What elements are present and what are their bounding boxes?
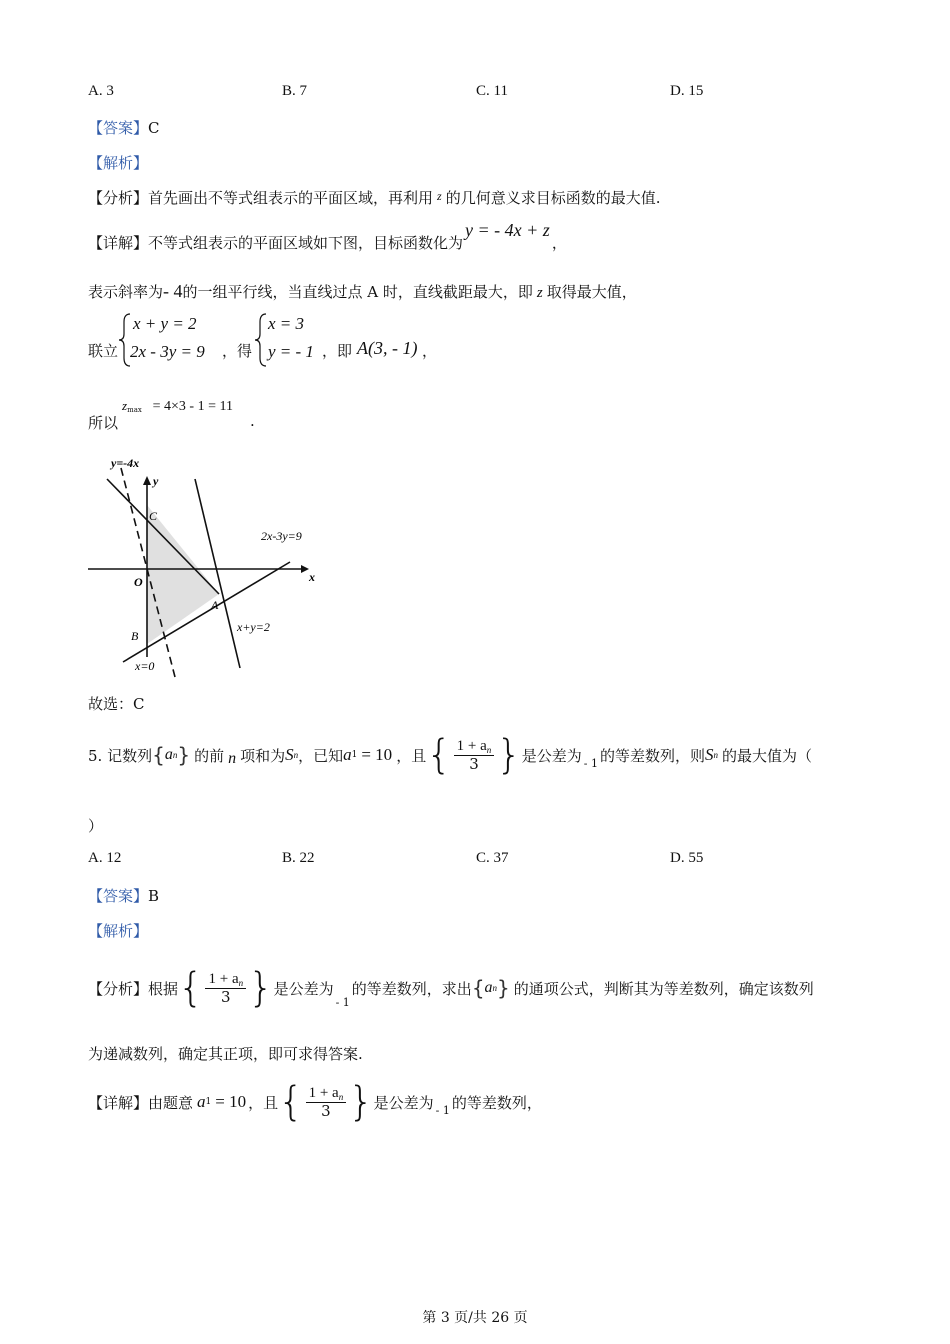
q5-fenxi-diff: - 1 [335, 995, 350, 1009]
q5-frac-num: 1 + a [456, 737, 487, 754]
q5-xj-diff: - 1 [435, 1103, 450, 1117]
q5-xj-a-val: = 10 [215, 1092, 247, 1111]
zmax-sub: max [127, 406, 142, 414]
q5-a1-val: = 10 [361, 745, 393, 764]
label-2x-3y-9: 2x-3y=9 [261, 529, 302, 543]
option-a: A. 3 [88, 83, 114, 99]
q5-option-c: C. 37 [476, 850, 509, 866]
q5-text-2: 的前 [194, 746, 225, 765]
q5-sn-sub: n [713, 750, 718, 760]
option-c: C. 11 [476, 83, 508, 99]
q5-xiangjie-line [88, 1075, 542, 1129]
label-a: A [211, 598, 219, 612]
q5-diff: - 1 [583, 756, 598, 770]
sys1-eq2: 2x - 3y = 9 [130, 342, 205, 361]
brace-open-icon: { [178, 965, 204, 1011]
region-figure [85, 452, 325, 680]
slope-text-2: 的一组平行线，当直线过点 A 时，直线截距最大，即 [182, 283, 533, 301]
q5-xj-frac-sub: n [338, 1091, 344, 1102]
xiangjie-text: 不等式组表示的平面区域如下图，目标函数化为 [148, 234, 464, 252]
q5-xj-text-4: 的等差数列， [451, 1093, 542, 1112]
q5-sn: S [704, 745, 714, 764]
q5-xiangjie-text: 由题意 [148, 1093, 194, 1112]
xiangjie-line [88, 220, 567, 253]
analysis-tag: 【解析】 [88, 154, 149, 172]
label-y-neg4x: y=-4x [111, 456, 140, 470]
q5-option-d: D. 55 [670, 850, 704, 866]
zmax-z: z [122, 398, 128, 413]
q5-option-a: A. 12 [88, 850, 122, 866]
q5-xj-a: a [197, 1092, 206, 1111]
brace-close-icon: } [348, 1079, 374, 1125]
q5-fenxi-frac-den: 3 [221, 988, 231, 1007]
q5-xj-a-sub: 1 [205, 1097, 212, 1107]
q5-text-7: 的等差数列，则 [599, 746, 705, 765]
brace-open-icon: { [278, 1079, 304, 1125]
q5-text-3: 项和为 [240, 746, 286, 765]
zmax-expr: = 4×3 - 1 = 11 [152, 399, 233, 414]
q5-xj-frac-num: 1 + a [308, 1084, 339, 1101]
label-x-0: x=0 [135, 659, 155, 673]
page-footer: 第 3 页/共 26 页 [422, 1310, 528, 1326]
fenxi-z: z [437, 189, 442, 203]
q5-s-sub: n [293, 750, 299, 760]
label-b: B [131, 629, 139, 643]
q5-xiangjie-tag: 【详解】 [88, 1093, 149, 1112]
sys1-eq1: x + y = 2 [133, 314, 197, 333]
sys2-eq2: y = - 1 [268, 342, 314, 361]
x-axis-arrow [301, 565, 309, 573]
q5-fenxi-line [88, 960, 814, 1016]
q5-answer-value: B [148, 887, 160, 905]
q5-text-8: 的最大值为（ [721, 746, 812, 765]
brace-close-icon: } [497, 976, 510, 1000]
q5-a1-sub: 1 [351, 750, 358, 760]
zmax [122, 396, 233, 415]
q5-frac-den: 3 [469, 755, 479, 774]
q5-fenxi-frac-sub: n [238, 977, 244, 988]
answer-tag: 【答案】 [88, 119, 149, 137]
option-b: B. 7 [282, 83, 308, 99]
q5-fenxi-text-4: 的通项公式，判断其为等差数列，确定该数列 [513, 979, 814, 998]
period: . [250, 412, 255, 430]
q5-fenxi-tag: 【分析】 [88, 979, 149, 998]
comma: ， [422, 342, 438, 360]
objective-formula: y = - 4x + z [465, 220, 550, 240]
label-c: C [149, 509, 158, 523]
fenxi-tag: 【分析】 [88, 189, 149, 207]
q5-stem [88, 730, 812, 780]
guxuan: 故选：C [88, 695, 145, 713]
suoyi-label: 所以 [88, 414, 119, 432]
brace-close-icon: } [248, 965, 274, 1011]
q5-fenxi-line-2: 为递减数列，确定其正项，即可求得答案. [88, 1045, 363, 1063]
q5-xj-fraction [306, 1084, 347, 1121]
slope-value: - 4 [163, 281, 183, 301]
point-a: A(3, - 1) [357, 338, 418, 358]
q5-option-b: B. 22 [282, 850, 315, 866]
q5-n: n [228, 750, 237, 767]
q5-text-4: ，已知 [298, 746, 344, 765]
q5-text-1: 5. 记数列 [88, 746, 153, 765]
q5-close-paren: ） [88, 817, 104, 835]
brace-close-icon: } [496, 732, 522, 778]
feasible-region [147, 505, 219, 644]
q5-fenxi-text: 根据 [148, 979, 179, 998]
label-x-plus-y-2: x+y=2 [237, 620, 270, 634]
q5-a1: a [343, 745, 352, 764]
fenxi-text: 首先画出不等式组表示的平面区域，再利用 [148, 189, 434, 207]
q5-fraction [454, 737, 495, 774]
q5-xj-text-2: ，且 [248, 1093, 279, 1112]
q5-fenxi-text-3: 的等差数列，求出 [351, 979, 472, 998]
q5-text-6: 是公差为 [521, 746, 582, 765]
q5-xj-frac-den: 3 [321, 1102, 331, 1121]
label-x: x [309, 570, 315, 584]
sys2-eq1: x = 3 [268, 314, 305, 333]
q5-fenxi-text-2: 是公差为 [273, 979, 334, 998]
answer-value: C [148, 119, 160, 137]
fenxi-line [88, 187, 660, 208]
q5-xj-text-3: 是公差为 [373, 1093, 434, 1112]
q5-a: a [164, 746, 173, 763]
answer-line [88, 117, 160, 138]
brace-open-icon: { [152, 743, 165, 767]
fenxi-text-2: 的几何意义求目标函数的最大值. [445, 189, 661, 207]
de-label: ，得 [222, 342, 253, 360]
q5-fenxi-fraction [205, 970, 246, 1007]
slope-text-3: 取得最大值， [546, 283, 637, 301]
q5-a-sub: n [172, 750, 178, 760]
q5-fenxi-a: a [484, 979, 493, 996]
brace-open-icon: { [471, 976, 485, 1000]
q5-frac-sub: n [486, 744, 492, 755]
q5-s: S [285, 745, 294, 764]
q5-analysis-tag: 【解析】 [88, 922, 149, 940]
slope-line [88, 281, 637, 302]
xiangjie-comma: ， [551, 234, 567, 252]
option-d: D. 15 [670, 83, 704, 99]
q5-answer-tag: 【答案】 [88, 887, 149, 905]
y-axis-arrow [143, 476, 151, 485]
lianli-label: 联立 [88, 342, 119, 360]
q5-text-5: ，且 [396, 746, 427, 765]
brace-close-icon: } [177, 743, 191, 767]
q5-answer-line [88, 885, 159, 906]
slope-text: 表示斜率为 [88, 283, 164, 301]
ji-label: ，即 [322, 342, 353, 360]
label-y: y [153, 474, 159, 488]
brace-open-icon: { [426, 732, 452, 778]
xiangjie-tag: 【详解】 [88, 234, 149, 252]
label-o: O [134, 575, 143, 589]
q5-fenxi-a-sub: n [492, 983, 498, 993]
q5-fenxi-frac-num: 1 + a [208, 970, 239, 987]
slope-z: z [536, 285, 543, 301]
